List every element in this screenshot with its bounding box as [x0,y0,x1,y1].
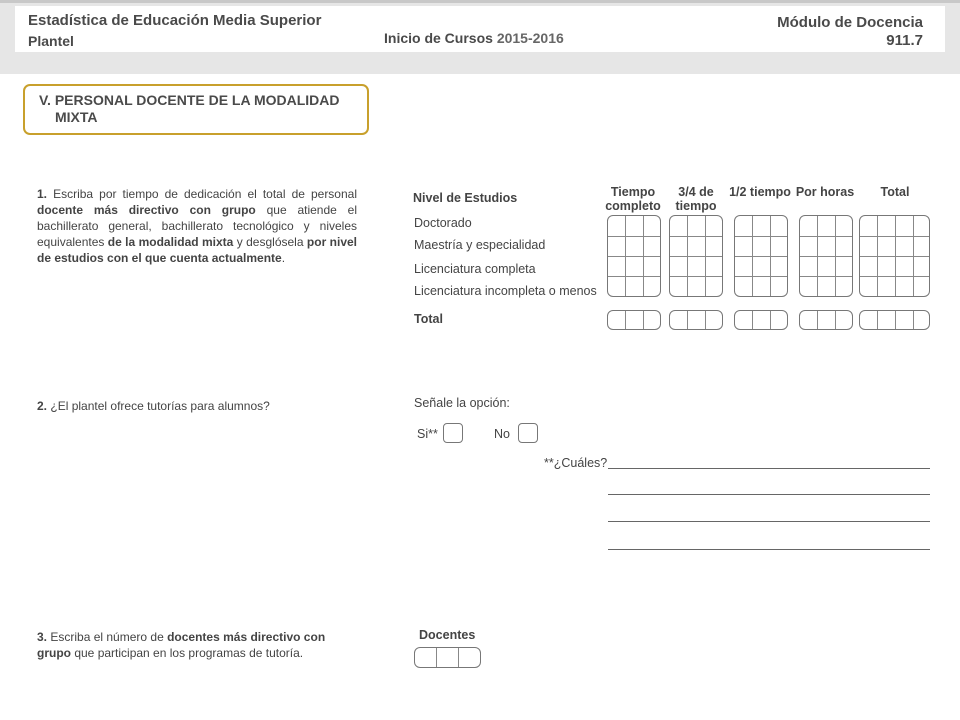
col-header-line: tiempo [675,199,717,213]
question-1-text [37,186,357,266]
form-title: Estadística de Educación Media Superior [28,12,322,29]
page-top-border [0,0,960,3]
grid-por-horas[interactable] [799,215,853,297]
docentes-label: Docentes [419,628,476,642]
question-3-text [37,629,347,661]
q1-text-part: . [281,251,286,265]
col-header-por-horas: Por horas [795,185,855,199]
total-tiempo-completo[interactable] [607,310,661,330]
q1-text-part: que atiende el bachillerato general, bachillerato tecnológico y niveles equivalentes [37,203,358,249]
section-heading-box [23,84,369,135]
form-content [0,74,960,720]
question-1-number: 1. [37,187,48,201]
grid-tres-cuartos[interactable] [669,215,723,297]
no-label: No [494,427,510,441]
total-medio-tiempo[interactable] [734,310,788,330]
form-header [15,6,945,52]
row-label-doctorado: Doctorado [414,216,472,230]
grid-total[interactable] [859,215,930,297]
grid-medio-tiempo[interactable] [734,215,788,297]
plantel-label: Plantel [28,33,74,49]
form-code: 911.7 [886,32,923,49]
col-header-line: completo [605,199,661,213]
col-header-total: Total [880,185,910,199]
col-header-line: 3/4 de [678,185,714,199]
cuales-line-4[interactable] [608,549,930,550]
modulo-label: Módulo de Docencia [777,14,923,31]
q1-bold-part: por nivel de estudios con el que cuenta actualmente [37,235,357,265]
q3-text-part: Escriba el número de [50,630,168,644]
section-title-line1: V. PERSONAL DOCENTE DE LA MODALIDAD [39,92,340,108]
inicio-cursos [384,30,564,46]
no-checkbox[interactable] [518,423,538,443]
question-3-number: 3. [37,630,48,644]
col-header-tiempo-completo [600,185,666,213]
col-header-line: Tiempo [610,185,656,199]
cuales-label: **¿Cuáles? [544,456,608,470]
total-por-horas[interactable] [799,310,853,330]
cuales-line-2[interactable] [608,494,930,495]
q3-bold-part: docentes más directivo con grupo [37,630,326,660]
grid-tiempo-completo[interactable] [607,215,661,297]
cuales-line-1[interactable] [608,468,930,469]
cuales-line-3[interactable] [608,521,930,522]
row-label-licenciatura-completa: Licenciatura completa [414,262,536,276]
inicio-label: Inicio de Cursos [384,30,493,46]
si-checkbox[interactable] [443,423,463,443]
col-header-tres-cuartos [667,185,725,213]
q3-text-part: que participan en los programas de tutoría. [71,646,304,660]
q1-bold-part: de la modalidad mixta [107,235,234,249]
nivel-estudios-header: Nivel de Estudios [413,191,518,205]
q1-text-part: Escriba por tiempo de dedicación el total de personal [53,187,357,201]
total-tres-cuartos[interactable] [669,310,723,330]
si-label: Si** [417,427,438,441]
docentes-input-grid[interactable] [414,647,481,668]
col-header-medio-tiempo: 1/2 tiempo [729,185,791,199]
section-title [39,92,340,126]
question-2-number: 2. [37,399,48,413]
row-label-licenciatura-incompleta: Licenciatura incompleta o menos [414,284,597,298]
total-total[interactable] [859,310,930,330]
section-title-line2: MIXTA [55,109,98,125]
row-label-maestria: Maestría y especialidad [414,238,546,252]
q1-text-part: y desglósela [233,235,307,249]
question-2-label: ¿El plantel ofrece tutorías para alumnos? [50,399,270,413]
senale-opcion-label: Señale la opción: [414,396,510,410]
q1-bold-part: docente más directivo con grupo [37,203,256,217]
row-label-total: Total [414,312,443,326]
question-2-text [37,398,270,414]
inicio-year: 2015-2016 [496,30,564,46]
